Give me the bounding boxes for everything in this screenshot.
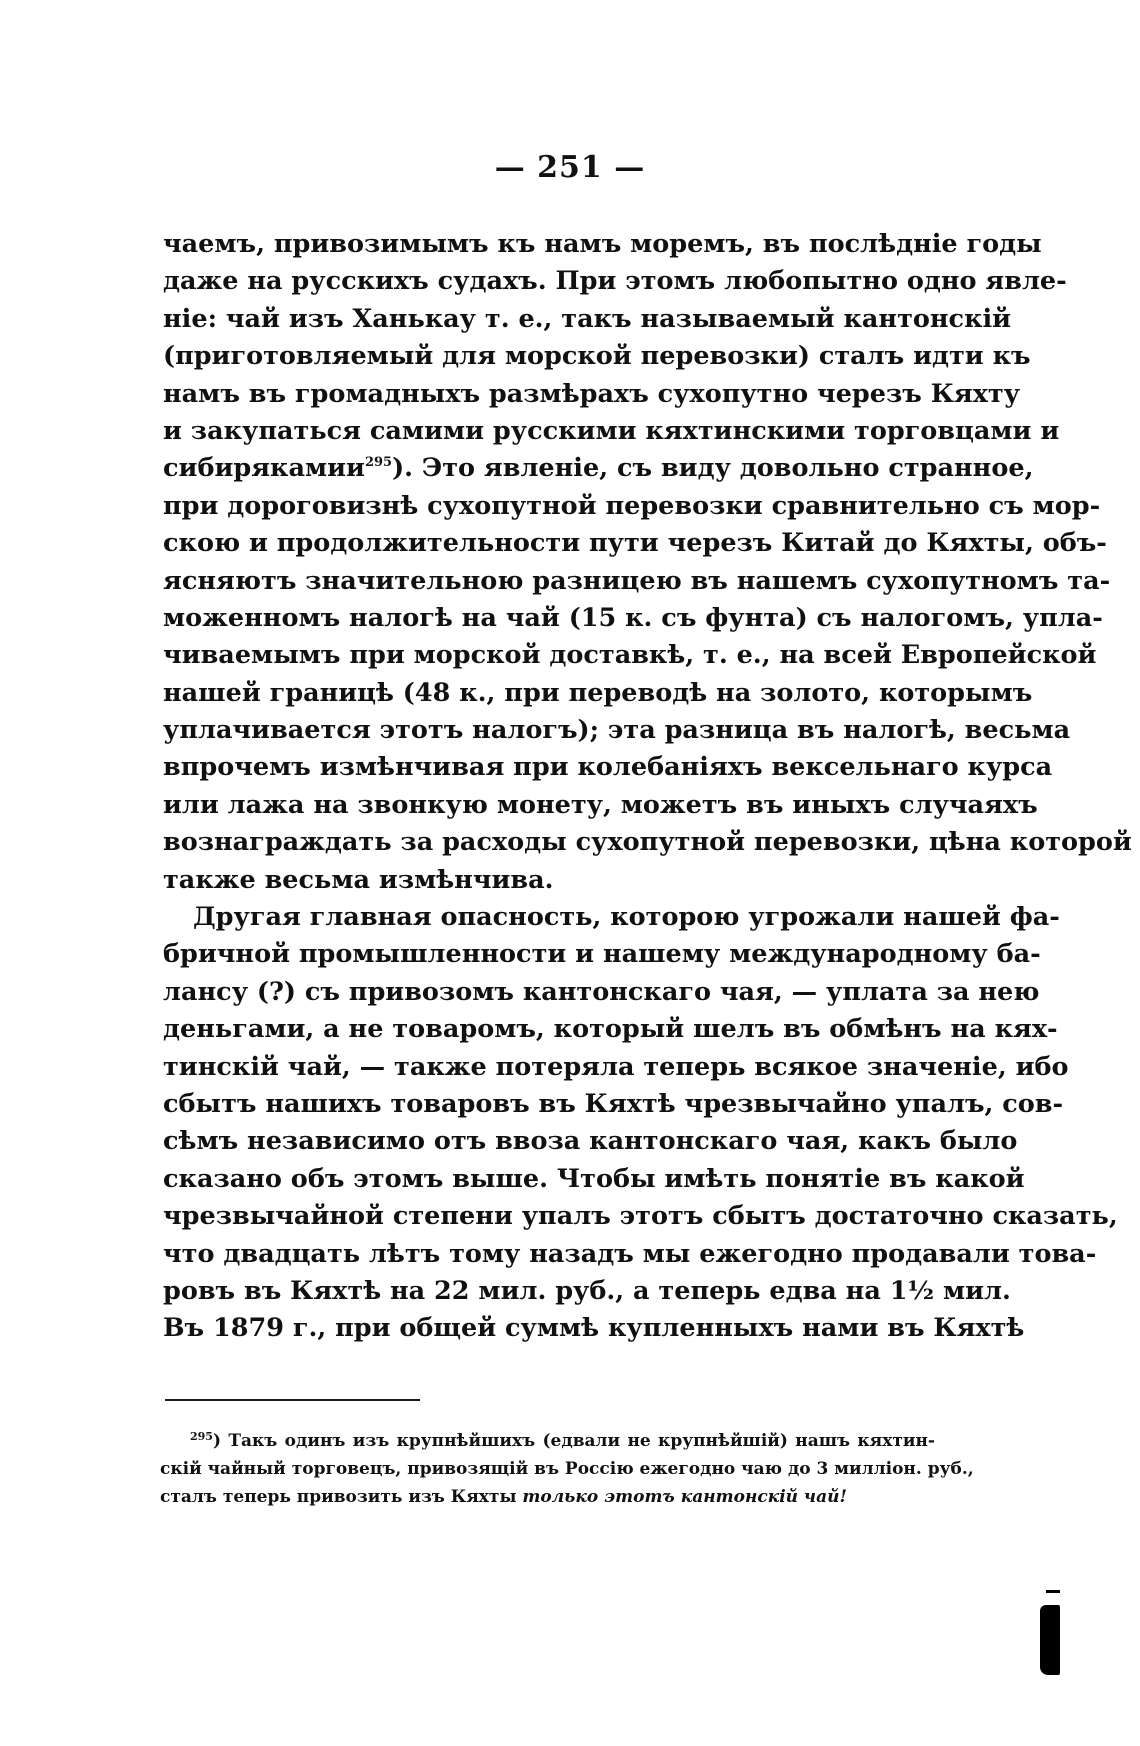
text-line: при дороговизнѣ сухопутной перевозки сравнительно съ мор- (163, 490, 1101, 521)
text-line: скою и продолжительности пути черезъ Китай до Кяхты, объ- (163, 528, 1107, 559)
paragraph-start-line: Другая главная опасность, которою угрожали нашей фа- (193, 902, 1060, 933)
scan-edge-mark (1040, 1605, 1060, 1675)
text-fragment: сибирякамии (163, 453, 365, 484)
text-line: также весьма измѣнчива. (163, 864, 554, 895)
text-line: ясняютъ значительною разницею въ нашемъ сухопутномъ та- (163, 565, 1111, 596)
text-line: ніе: чай изъ Ханькау т. е., такъ называемый кантонскій (163, 303, 1012, 334)
text-line-with-footnote-ref (163, 450, 1034, 487)
text-line: сбытъ нашихъ товаровъ въ Кяхтѣ чрезвычайно упалъ, сов- (163, 1088, 1064, 1119)
text-line: чиваемымъ при морской доставкѣ, т. е., на всей Европейской (163, 640, 1097, 671)
footnote-reference: 295 (364, 455, 393, 471)
main-text (163, 226, 1132, 1348)
text-line: Въ 1879 г., при общей суммѣ купленныхъ нами въ Кяхтѣ (163, 1313, 1025, 1344)
text-line: тинскій чай, — также потеряла теперь всякое значеніе, ибо (163, 1051, 1069, 1082)
footnote-italic-text: только этотъ кантонскій чай! (522, 1487, 847, 1507)
text-line: сѣмъ независимо отъ ввоза кантонскаго чая, какъ было (163, 1126, 1018, 1157)
text-line: впрочемъ измѣнчивая при колебаніяхъ вексельнаго курса (163, 752, 1053, 783)
text-line: сказано объ этомъ выше. Чтобы имѣть понятіе въ какой (163, 1163, 1025, 1194)
scan-edge-mark (1046, 1590, 1060, 1593)
text-line: ровъ въ Кяхтѣ на 22 мил. руб., а теперь едва на 1½ мил. (163, 1275, 1011, 1306)
text-fragment: ). Это явленіе, съ виду довольно странное, (392, 453, 1034, 484)
text-line: лансу (?) съ привозомъ кантонскаго чая, — уплата за нею (163, 976, 1040, 1007)
footnote-divider (165, 1399, 420, 1401)
text-line: даже на русскихъ судахъ. При этомъ любопытно одно явле- (163, 266, 1067, 297)
text-line: моженномъ налогѣ на чай (15 к. съ фунта) съ налогомъ, упла- (163, 602, 1103, 633)
text-line: чаемъ, привозимымъ къ намъ моремъ, въ послѣдніе годы (163, 229, 1042, 259)
footnote-line (190, 1427, 935, 1455)
text-line: или лажа на звонкую монету, можетъ въ иныхъ случаяхъ (163, 789, 1038, 820)
text-line: что двадцать лѣтъ тому назадъ мы ежегодно продавали това- (163, 1238, 1097, 1269)
text-line: намъ въ громадныхъ размѣрахъ сухопутно черезъ Кяхту (163, 378, 1021, 409)
text-line: вознаграждать за расходы сухопутной перевозки, цѣна которой (163, 827, 1132, 858)
page-number: — 251 — (494, 150, 646, 185)
footnote-line: скій чайный торговецъ, привозящій въ Россію ежегодно чаю до 3 милліон. руб., (160, 1459, 974, 1479)
text-line: и закупаться самими русскими кяхтинскими торговцами и (163, 415, 1060, 446)
footnote-line (160, 1483, 935, 1511)
text-line: нашей границѣ (48 к., при переводѣ на золото, которымъ (163, 677, 1033, 708)
text-line: уплачивается этотъ налогъ); эта разница въ налогѣ, весьма (163, 715, 1071, 746)
footnote-mark: 295 (190, 1430, 213, 1443)
footnote-text: сталъ теперь привозить изъ Кяхты (160, 1487, 523, 1507)
footnote (160, 1427, 974, 1511)
footnote-text: ) Такъ одинъ изъ крупнѣйшихъ (едвали не крупнѣйшій) нашъ кяхтин- (212, 1431, 935, 1451)
text-line: чрезвычайной степени упалъ этотъ сбытъ достаточно сказать, (163, 1201, 1118, 1232)
text-line: (приготовляемый для морской перевозки) сталъ идти къ (163, 341, 1031, 372)
text-line: бричной промышленности и нашему международному ба- (163, 939, 1041, 970)
text-line: деньгами, а не товаромъ, который шелъ въ обмѣнъ на кях- (163, 1014, 1058, 1045)
